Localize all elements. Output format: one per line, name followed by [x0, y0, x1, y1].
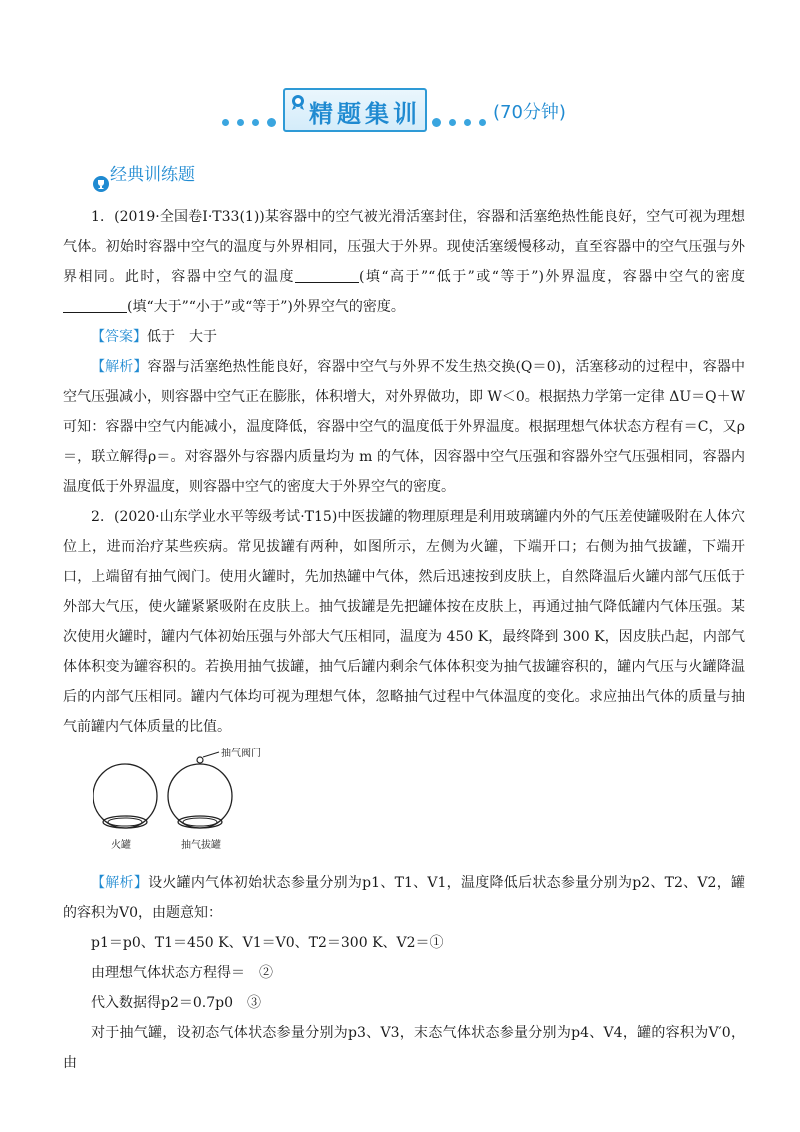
- section-title: 经典训练题: [110, 165, 195, 185]
- q2-eq-2: 由理想气体状态方程得＝ ②: [91, 965, 273, 981]
- valve-label: 抽气阀门: [221, 748, 261, 759]
- q2-eq-3: 代入数据得p2＝0.7p0 ③: [91, 995, 262, 1011]
- q1-analysis: 【解析】容器与活塞绝热性能良好，容器中空气与外界不发生热交换(Q＝0)，活塞移动的过程中，容器中空气压强减小，则容器中空气正在膨胀，体积增大，对外界做功，即 W＜0。根据热力学第一定律 ΔU＝Q＋W可知：容器中空气内能减小，温度降低，容器中空气的温度低于外界温度。根据理想气体状态方程有＝C，又ρ＝，联立解得ρ＝。对容器外与容器内质量均为 m 的气体，因容器中空气压强和容器外空气压强相同，容器内温度低于外界温度，则容器中空气的密度大于外界空气的密度。: [63, 359, 746, 495]
- page-header: [0, 78, 800, 138]
- q2-line-4: 对于抽气罐，设初态气体状态参量分别为p3、V3，末态气体状态参量分别为p4、V4，罐的容积为V′0，由: [63, 1025, 745, 1071]
- q2-eq-1: p1＝p0、T1＝450 K、V1＝V0、T2＝300 K、V2＝①: [91, 935, 444, 951]
- answer-blank: [295, 268, 359, 283]
- answer-tag: 【答案】: [91, 329, 147, 345]
- decor-dots-right: [432, 118, 486, 127]
- analysis-tag: 【解析】: [91, 359, 148, 375]
- duration-label: (70分钟): [493, 102, 566, 123]
- q1-stem: 1．(2019·全国卷Ⅰ·T33(1))某容器中的空气被光滑活塞封住，容器和活塞绝热性能良好，空气可视为理想气体。初始时容器中空气的温度与外界相同，压强大于外界。现使活塞缓慢移动，直至容器中的空气压强与外界相同。此时，容器中空气的温度 (填“高于”“低于”或“等于”)外界温度，容器中空气的密度(填“大于”“小于”或“等于”)外界空气的密度。: [63, 209, 745, 315]
- pump-cup-label: 抽气拔罐: [181, 840, 221, 851]
- medal-icon: [289, 93, 307, 111]
- answer-blank: [63, 298, 127, 313]
- trophy-icon: [93, 176, 109, 192]
- page-title: 精题集训: [309, 100, 421, 128]
- cupping-jars-diagram: [93, 748, 293, 858]
- q1-answer: 【答案】低于 大于: [91, 329, 217, 345]
- q2-stem: 2．(2020·山东学业水平等级考试·T15)中医拔罐的物理原理是利用玻璃罐内外的气压差使罐吸附在人体穴位上，进而治疗某些疾病。常见拔罐有两种，如图所示，左侧为火罐，下端开口；右侧为抽气拔罐，下端开口，上端留有抽气阀门。使用火罐时，先加热罐中气体，然后迅速按到皮肤上，自然降温后火罐内部气压低于外部大气压，使火罐紧紧吸附在皮肤上。抽气拔罐是先把罐体按在皮肤上，再通过抽气降低罐内气体压强。某次使用火罐时，罐内气体初始压强与外部大气压相同，温度为 450 K，最终降到 300 K，因皮肤凸起，内部气体体积变为罐容积的。若换用抽气拔罐，抽气后罐内剩余气体体积变为抽气拔罐容积的，罐内气压与火罐降温后的内部气压相同。罐内气体均可视为理想气体，忽略抽气过程中气体温度的变化。求应抽出气体的质量与抽气前罐内气体质量的比值。: [63, 509, 745, 735]
- q2-analysis: 【解析】设火罐内气体初始状态参量分别为p1、T1、V1，温度降低后状态参量分别为p2、T2、V2，罐的容积为V0，由题意知：: [63, 875, 745, 921]
- fire-cup-label: 火罐: [111, 840, 131, 851]
- title-banner: [283, 88, 427, 132]
- analysis-tag: 【解析】: [91, 875, 149, 891]
- main-content: [63, 202, 745, 1078]
- cupping-figure: [93, 748, 745, 858]
